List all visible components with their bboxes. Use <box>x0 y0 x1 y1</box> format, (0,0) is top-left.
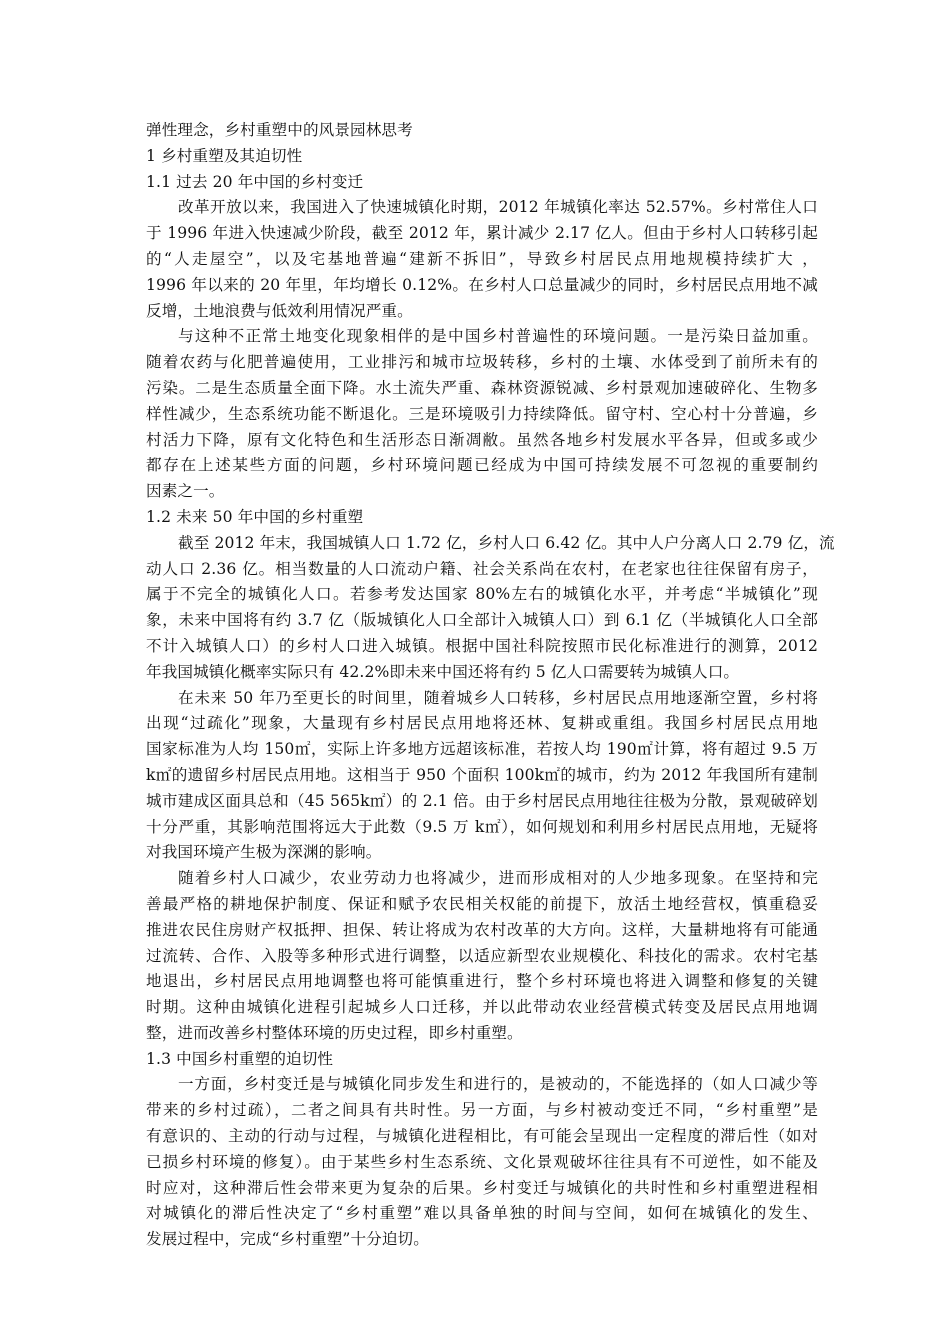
paragraph-line: 过流转、合作、入股等多种形式进行调整，以适应新型农业规模化、科技化的需求。农村宅基 <box>146 946 818 965</box>
paragraph-line: 因素之一。 <box>146 482 225 501</box>
paragraph-line: 与这种不正常土地变化现象相伴的是中国乡村普遍性的环境问题。一是污染日益加重。 <box>178 327 818 346</box>
paragraph-line: 的“人走屋空”，以及宅基地普遍“建新不拆旧”，导致乡村居民点用地规模持续扩大 ， <box>146 249 818 268</box>
paragraph-line: 善最严格的耕地保护制度、保证和赋予农民相关权能的前提下，放活土地经营权，慎重稳妥 <box>146 894 818 913</box>
paragraph-line: 十分严重，其影响范围将远大于此数（9.5 万 k㎡），如何规划和利用乡村居民点用地，无疑将 <box>146 817 818 836</box>
paragraph-line: 年我国城镇化概率实际只有 42.2%即未来中国还将有约 5 亿人口需要转为城镇人口。 <box>146 662 740 681</box>
paragraph-line: 整，进而改善乡村整体环境的历史过程，即乡村重塑。 <box>146 1023 523 1042</box>
paragraph-line: 出现“过疏化”现象，大量现有乡村居民点用地将还林、复耕或重组。我国乡村居民点用地 <box>146 714 818 733</box>
paragraph-line: 城市建成区面具总和（45 565k㎡）的 2.1 倍。由于乡村居民点用地往往极为分散，景观破碎划 <box>146 791 818 810</box>
section-heading: 1.1 过去 20 年中国的乡村变迁 <box>146 172 364 191</box>
paragraph-line: 时期。这种由城镇化进程引起城乡人口迁移，并以此带动农业经营模式转变及居民点用地调 <box>146 998 818 1017</box>
paragraph-line: 截至 2012 年末，我国城镇人口 1.72 亿，乡村人口 6.42 亿。其中人户分离人口 2.79 亿，流 <box>178 533 835 552</box>
paragraph-line: 随着农药与化肥普遍使用，工业排污和城市垃圾转移，乡村的土壤、水体受到了前所未有的 <box>146 353 818 372</box>
paragraph-line: 村活力下降，原有文化特色和生活形态日渐凋敝。虽然各地乡村发展水平各异，但或多或少 <box>146 430 818 449</box>
paragraph-line: 在未来 50 年乃至更长的时间里，随着城乡人口转移，乡村居民点用地逐渐空置，乡村将 <box>178 688 818 707</box>
paragraph-line: 国家标准为人均 150㎡，实际上许多地方远超该标准，若按人均 190㎡计算，将有超过 9.5 万 <box>146 740 818 759</box>
paragraph-line: 地退出，乡村居民点用地调整也将可能慎重进行，整个乡村环境也将进入调整和修复的关键 <box>146 972 818 991</box>
paragraph-line: 有意识的、主动的行动与过程，与城镇化进程相比，有可能会呈现出一定程度的滞后性（如对 <box>146 1127 818 1146</box>
paragraph-line: 发展过程中，完成“乡村重塑”十分迫切。 <box>146 1230 429 1249</box>
paragraph-line: 不计入城镇人口）的乡村人口进入城镇。根据中国社科院按照市民化标准进行的测算，2012 <box>146 636 818 655</box>
paragraph-line: 1996 年以来的 20 年里，年均增长 0.12%。在乡村人口总量减少的同时，乡村居民点用地不减 <box>146 275 818 294</box>
paragraph-line: 一方面，乡村变迁是与城镇化同步发生和进行的，是被动的，不能选择的（如人口减少等 <box>178 1075 818 1094</box>
paragraph-line: 改革开放以来，我国进入了快速城镇化时期，2012 年城镇化率达 52.57%。乡村常住人口 <box>178 198 818 217</box>
paragraph-line: 随着乡村人口减少，农业劳动力也将减少，进而形成相对的人少地多现象。在坚持和完 <box>178 869 818 888</box>
section-heading: 1 乡村重塑及其迫切性 <box>146 146 303 165</box>
paragraph-line: 反增，土地浪费与低效利用情况严重。 <box>146 301 413 320</box>
paragraph-line: 带来的乡村过疏），二者之间具有共时性。另一方面，与乡村被动变迁不同，“乡村重塑”是 <box>146 1101 818 1120</box>
paragraph-line: 都存在上述某些方面的问题，乡村环境问题已经成为中国可持续发展不可忽视的重要制约 <box>146 456 818 475</box>
paragraph-line: 推进农民住房财产权抵押、担保、转让将成为农村改革的大方向。这样，大量耕地将有可能通 <box>146 920 818 939</box>
section-heading: 1.2 未来 50 年中国的乡村重塑 <box>146 507 364 526</box>
paragraph-line: 时应对，这种滞后性会带来更为复杂的后果。乡村变迁与城镇化的共时性和乡村重塑进程相 <box>146 1178 818 1197</box>
document-page <box>146 118 835 1253</box>
paragraph-line: 对我国环境产生极为深渊的影响。 <box>146 843 382 862</box>
paragraph-line: 样性减少，生态系统功能不断退化。三是环境吸引力持续降低。留守村、空心村十分普遍，乡 <box>146 404 818 423</box>
paragraph-line: 已损乡村环境的修复）。由于某些乡村生态系统、文化景观破坏往往具有不可逆性，如不能及 <box>146 1152 818 1171</box>
section-heading: 弹性理念，乡村重塑中的风景园林思考 <box>146 121 413 139</box>
paragraph-line: k㎡的遗留乡村居民点用地。这相当于 950 个面积 100k㎡的城市，约为 2012 年我国所有建制 <box>146 765 818 784</box>
paragraph-line: 对城镇化的滞后性决定了“乡村重塑”难以具备单独的时间与空间，如何在城镇化的发生、 <box>146 1204 818 1223</box>
paragraph-line: 象，未来中国将有约 3.7 亿（版城镇化人口全部计入城镇人口）到 6.1 亿（半城镇化人口全部 <box>146 611 818 630</box>
paragraph-line: 于 1996 年进入快速减少阶段，截至 2012 年，累计减少 2.17 亿人。但由于乡村人口转移引起 <box>146 224 818 243</box>
section-heading: 1.3 中国乡村重塑的迫切性 <box>146 1049 334 1068</box>
paragraph-line: 动人口 2.36 亿。相当数量的人口流动户籍、社会关系尚在农村，在老家也往往保留有房子， <box>146 559 818 578</box>
paragraph-line: 污染。二是生态质量全面下降。水土流失严重、森林资源锐减、乡村景观加速破碎化、生物多 <box>146 378 818 397</box>
paragraph-line: 属于不完全的城镇化人口。若参考发达国家 80%左右的城镇化水平，并考虑“半城镇化”现 <box>146 585 818 604</box>
